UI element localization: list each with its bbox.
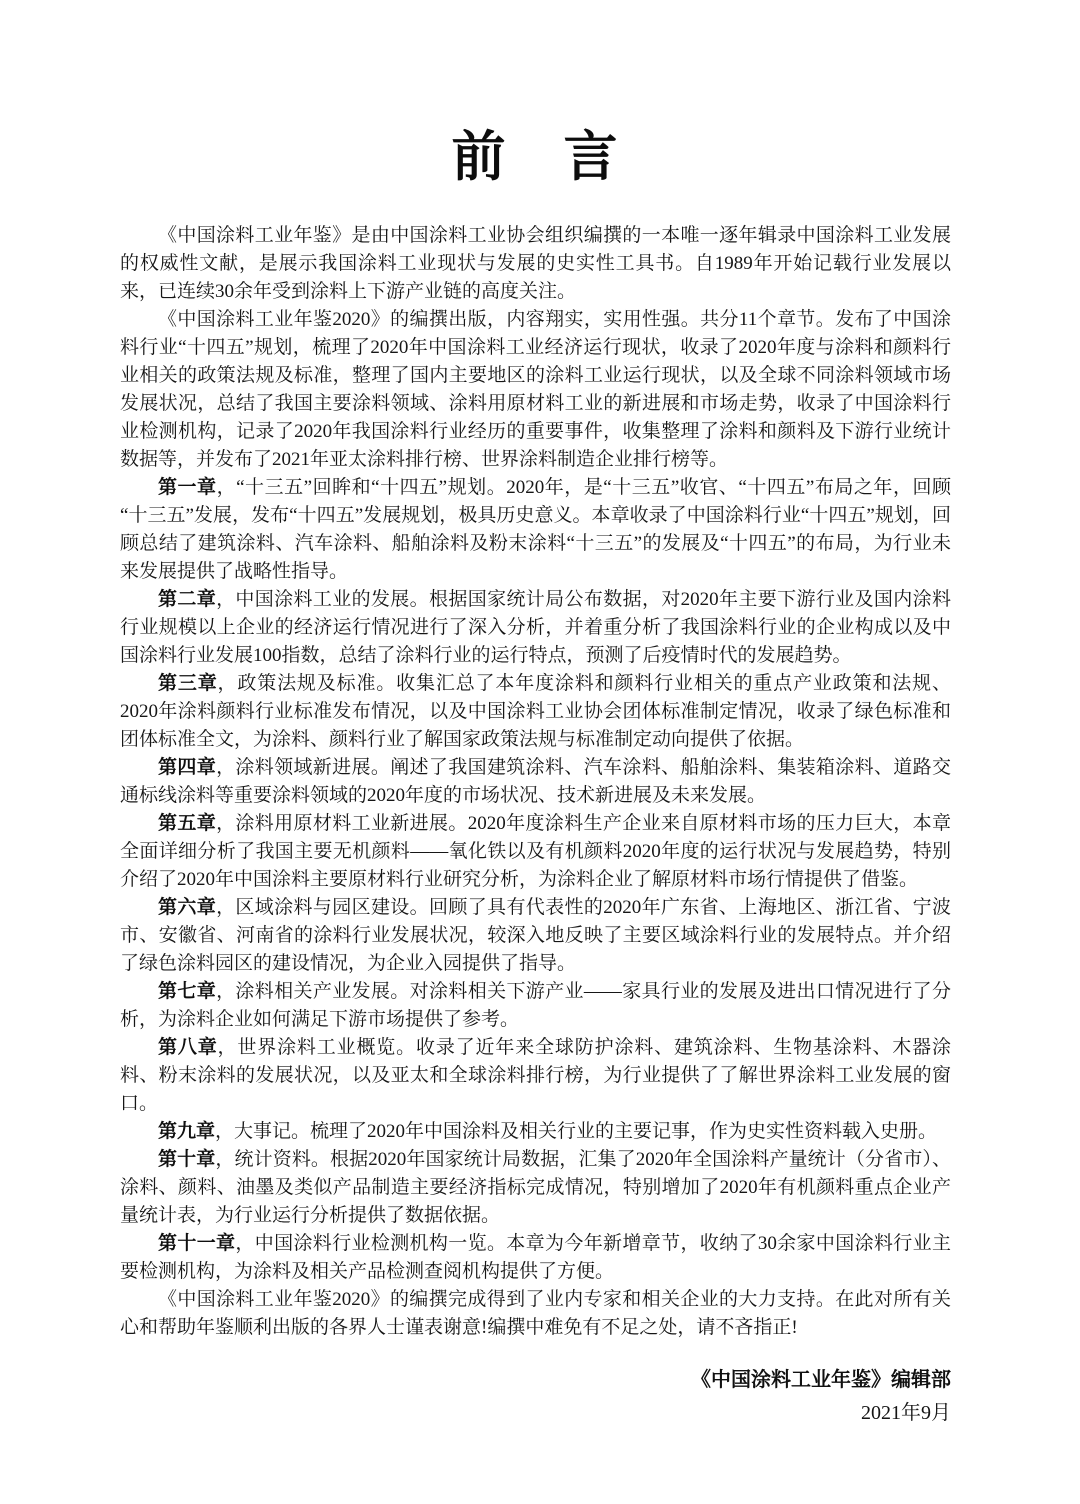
chapter-10-text: ，统计资料。根据2020年国家统计局数据，汇集了2020年全国涂料产量统计（分省市）、涂料、颜料、油墨及类似产品制造主要经济指标完成情况，特别增加了2020年有机颜料重点企业产量统计表，为行业运行分析提供了数据依据。 xyxy=(120,1149,951,1226)
chapter-11-summary xyxy=(120,1230,951,1286)
signature-editor: 《中国涂料工业年鉴》编辑部 xyxy=(691,1369,951,1391)
chapter-11-text: ，中国涂料行业检测机构一览。本章为今年新增章节，收纳了30余家中国涂料行业主要检测机构，为涂料及相关产品检测查阅机构提供了方便。 xyxy=(120,1233,951,1282)
chapter-4-label: 第四章 xyxy=(158,757,217,778)
chapter-1-summary xyxy=(120,474,951,586)
chapter-6-summary xyxy=(120,894,951,978)
chapter-7-label: 第七章 xyxy=(158,981,217,1002)
chapter-10-summary xyxy=(120,1146,951,1230)
chapter-8-label: 第八章 xyxy=(158,1037,218,1058)
chapter-2-summary xyxy=(120,586,951,670)
chapter-5-text: ，涂料用原材料工业新进展。2020年度涂料生产企业来自原材料市场的压力巨大，本章全面详细分析了我国主要无机颜料——氧化铁以及有机颜料2020年度的运行状况与发展趋势，特别介绍了2020年中国涂料主要原材料行业研究分析，为涂料企业了解原材料市场行情提供了借鉴。 xyxy=(120,813,951,890)
chapter-9-label: 第九章 xyxy=(158,1121,216,1142)
paragraph-intro-1: 《中国涂料工业年鉴》是由中国涂料工业协会组织编撰的一本唯一逐年辑录中国涂料工业发展的权威性文献，是展示我国涂料工业现状与发展的史实性工具书。自1989年开始记载行业发展以来，已连续30余年受到涂料上下游产业链的高度关注。 xyxy=(120,225,951,302)
chapter-11-label: 第十一章 xyxy=(158,1233,236,1254)
chapter-10-label: 第十章 xyxy=(158,1149,216,1170)
chapter-3-label: 第三章 xyxy=(158,673,218,694)
page-content xyxy=(120,128,951,1430)
paragraph-intro-2: 《中国涂料工业年鉴2020》的编撰出版，内容翔实，实用性强。共分11个章节。发布了中国涂料行业“十四五”规划，梳理了2020年中国涂料工业经济运行现状，收录了2020年度与涂料和颜料行业相关的政策法规及标准，整理了国内主要地区的涂料工业运行现状，以及全球不同涂料领域市场发展状况，总结了我国主要涂料领域、涂料用原材料工业的新进展和市场走势，收录了中国涂料行业检测机构，记录了2020年我国涂料行业经历的重要事件，收集整理了涂料和颜料及下游行业统计数据等，并发布了2021年亚太涂料排行榜、世界涂料制造企业排行榜等。 xyxy=(120,309,951,470)
chapter-1-label: 第一章 xyxy=(158,477,217,498)
chapter-9-text: ，大事记。梳理了2020年中国涂料及相关行业的主要记事，作为史实性资料载入史册。 xyxy=(215,1121,938,1142)
signature-block xyxy=(120,1364,951,1430)
chapter-9-summary xyxy=(120,1118,951,1146)
chapter-5-summary xyxy=(120,810,951,894)
chapter-8-text: ，世界涂料工业概览。收录了近年来全球防护涂料、建筑涂料、生物基涂料、木器涂料、粉末涂料的发展状况，以及亚太和全球涂料排行榜，为行业提供了了解世界涂料工业发展的窗口。 xyxy=(120,1037,951,1114)
chapter-6-text: ，区域涂料与园区建设。回顾了具有代表性的2020年广东省、上海地区、浙江省、宁波市、安徽省、河南省的涂料行业发展状况，较深入地反映了主要区域涂料行业的发展特点。并介绍了绿色涂料园区的建设情况，为企业入园提供了指导。 xyxy=(120,897,951,974)
chapter-4-text: ，涂料领域新进展。阐述了我国建筑涂料、汽车涂料、船舶涂料、集装箱涂料、道路交通标线涂料等重要涂料领域的2020年度的市场状况、技术新进展及未来发展。 xyxy=(120,757,951,806)
chapter-6-label: 第六章 xyxy=(158,897,217,918)
paragraph-closing: 《中国涂料工业年鉴2020》的编撰完成得到了业内专家和相关企业的大力支持。在此对所有关心和帮助年鉴顺利出版的各界人士谨表谢意!编撰中难免有不足之处，请不吝指正! xyxy=(120,1289,951,1338)
chapter-8-summary xyxy=(120,1034,951,1118)
chapter-5-label: 第五章 xyxy=(158,813,217,834)
chapter-2-label: 第二章 xyxy=(158,589,217,610)
chapter-7-summary xyxy=(120,978,951,1034)
chapter-4-summary xyxy=(120,754,951,810)
preface-body xyxy=(120,222,951,1342)
chapter-3-summary xyxy=(120,670,951,754)
signature-date: 2021年9月 xyxy=(861,1402,951,1424)
chapter-7-text: ，涂料相关产业发展。对涂料相关下游产业——家具行业的发展及进出口情况进行了分析，为涂料企业如何满足下游市场提供了参考。 xyxy=(120,981,951,1030)
page-title: 前 言 xyxy=(451,127,620,187)
chapter-2-text: ，中国涂料工业的发展。根据国家统计局公布数据，对2020年主要下游行业及国内涂料行业规模以上企业的经济运行情况进行了深入分析，并着重分析了我国涂料行业的企业构成以及中国涂料行业发展100指数，总结了涂料行业的运行特点，预测了后疫情时代的发展趋势。 xyxy=(120,589,951,666)
chapter-3-text: ，政策法规及标准。收集汇总了本年度涂料和颜料行业相关的重点产业政策和法规、2020年涂料颜料行业标准发布情况，以及中国涂料工业协会团体标准制定情况，收录了绿色标准和团体标准全文，为涂料、颜料行业了解国家政策法规与标准制定动向提供了依据。 xyxy=(120,673,951,750)
chapter-1-text: ，“十三五”回眸和“十四五”规划。2020年，是“十三五”收官、“十四五”布局之年，回顾“十三五”发展，发布“十四五”发展规划，极具历史意义。本章收录了中国涂料行业“十四五”规划，回顾总结了建筑涂料、汽车涂料、船舶涂料及粉末涂料“十三五”的发展及“十四五”的布局，为行业未来发展提供了战略性指导。 xyxy=(120,477,951,582)
